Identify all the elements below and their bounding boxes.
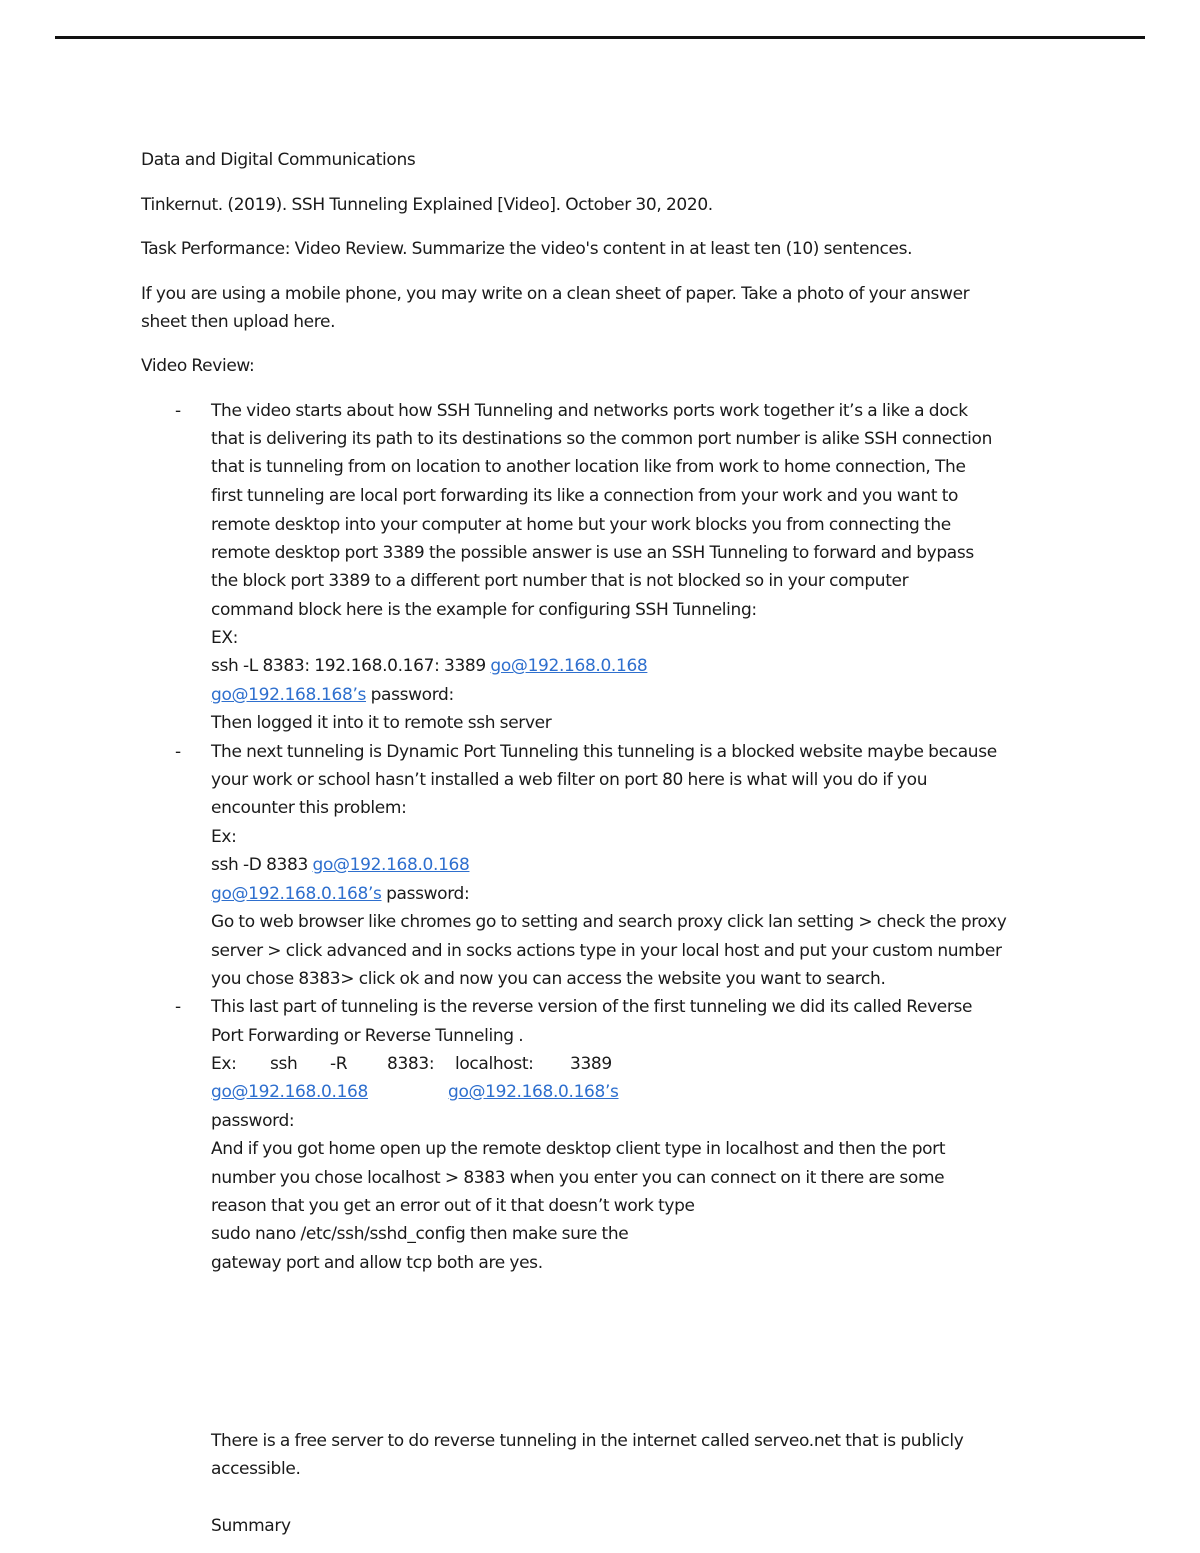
command-token: 8383: bbox=[387, 1054, 435, 1074]
paragraph-line: command block here is the example for configuring SSH Tunneling: bbox=[211, 600, 757, 620]
command-token: ssh bbox=[270, 1054, 298, 1074]
command-token: 3389 bbox=[570, 1054, 612, 1074]
paragraph-line: Ex: bbox=[211, 827, 237, 847]
email-link[interactable]: go@192.168.0.168’s bbox=[448, 1082, 619, 1102]
paragraph-line: that is delivering its path to its destinations so the common port number is alike SSH connection bbox=[211, 429, 992, 449]
paragraph-line: encounter this problem: bbox=[211, 798, 407, 818]
course-title: Data and Digital Communications bbox=[141, 150, 416, 170]
citation: Tinkernut. (2019). SSH Tunneling Explained [Video]. October 30, 2020. bbox=[141, 195, 713, 215]
password-line bbox=[211, 884, 469, 904]
password-text: password: bbox=[366, 685, 454, 705]
paragraph-line: EX: bbox=[211, 628, 239, 648]
email-link[interactable]: go@192.168.168’s bbox=[211, 685, 367, 705]
links-line bbox=[211, 1082, 619, 1102]
paragraph-line: gateway port and allow tcp both are yes. bbox=[211, 1253, 543, 1273]
note-line: There is a free server to do reverse tunneling in the internet called serveo.net that is publicly bbox=[211, 1431, 964, 1451]
bullet-dash: - bbox=[175, 401, 182, 421]
paragraph-line: The video starts about how SSH Tunneling and networks ports work together it’s a like a dock bbox=[211, 401, 968, 421]
password-line: password: bbox=[211, 1111, 295, 1131]
paragraph-line: your work or school hasn’t installed a web filter on port 80 here is what will you do if you bbox=[211, 770, 928, 790]
paragraph-line: the block port 3389 to a different port number that is not blocked so in your computer bbox=[211, 571, 909, 591]
paragraph-line: sudo nano /etc/ssh/sshd_config then make sure the bbox=[211, 1224, 629, 1244]
paragraph-line: This last part of tunneling is the reverse version of the first tunneling we did its called Reverse bbox=[211, 997, 973, 1017]
command-line bbox=[211, 1054, 612, 1074]
email-link[interactable]: go@192.168.0.168 bbox=[312, 855, 470, 875]
summary-heading: Summary bbox=[211, 1516, 291, 1536]
task-statement: Task Performance: Video Review. Summarize the video's content in at least ten (10) sentences. bbox=[141, 239, 913, 259]
command-line bbox=[211, 855, 469, 875]
command-token: -R bbox=[330, 1054, 348, 1074]
paragraph-line: The next tunneling is Dynamic Port Tunneling this tunneling is a blocked website maybe because bbox=[211, 742, 997, 762]
email-link[interactable]: go@192.168.0.168 bbox=[490, 656, 648, 676]
bullet-dash: - bbox=[175, 997, 182, 1017]
paragraph-line: Port Forwarding or Reverse Tunneling . bbox=[211, 1026, 524, 1046]
paragraph-line: you chose 8383> click ok and now you can access the website you want to search. bbox=[211, 969, 886, 989]
paragraph-line: remote desktop port 3389 the possible answer is use an SSH Tunneling to forward and bypass bbox=[211, 543, 974, 563]
paragraph-line: And if you got home open up the remote desktop client type in localhost and then the port bbox=[211, 1139, 946, 1159]
review-heading: Video Review: bbox=[141, 356, 255, 376]
paragraph-line: remote desktop into your computer at home but your work blocks you from connecting the bbox=[211, 515, 951, 535]
paragraph-line: Go to web browser like chromes go to setting and search proxy click lan setting > check the proxy bbox=[211, 912, 1007, 932]
note-line: accessible. bbox=[211, 1459, 301, 1479]
command-text: ssh -L 8383: 192.168.0.167: 3389 bbox=[211, 656, 491, 676]
paragraph-line: server > click advanced and in socks actions type in your local host and put your custom number bbox=[211, 941, 1002, 961]
paragraph-line: number you chose localhost > 8383 when you enter you can connect on it there are some bbox=[211, 1168, 945, 1188]
email-link[interactable]: go@192.168.0.168 bbox=[211, 1082, 368, 1102]
paragraph-line: that is tunneling from on location to another location like from work to home connection, The bbox=[211, 457, 966, 477]
instruction-line: sheet then upload here. bbox=[141, 312, 336, 332]
command-text: ssh -D 8383 bbox=[211, 855, 313, 875]
top-rule bbox=[55, 36, 1145, 39]
instruction-line: If you are using a mobile phone, you may write on a clean sheet of paper. Take a photo of your answer bbox=[141, 284, 970, 304]
command-token: Ex: bbox=[211, 1054, 237, 1074]
command-line bbox=[211, 656, 647, 676]
bullet-dash: - bbox=[175, 742, 182, 762]
paragraph-line: Then logged it into it to remote ssh server bbox=[211, 713, 552, 733]
paragraph-line: reason that you get an error out of it that doesn’t work type bbox=[211, 1196, 695, 1216]
paragraph-line: first tunneling are local port forwarding its like a connection from your work and you want to bbox=[211, 486, 959, 506]
command-token: localhost: bbox=[455, 1054, 534, 1074]
password-text: password: bbox=[381, 884, 470, 904]
password-line bbox=[211, 685, 454, 705]
email-link[interactable]: go@192.168.0.168’s bbox=[211, 884, 382, 904]
